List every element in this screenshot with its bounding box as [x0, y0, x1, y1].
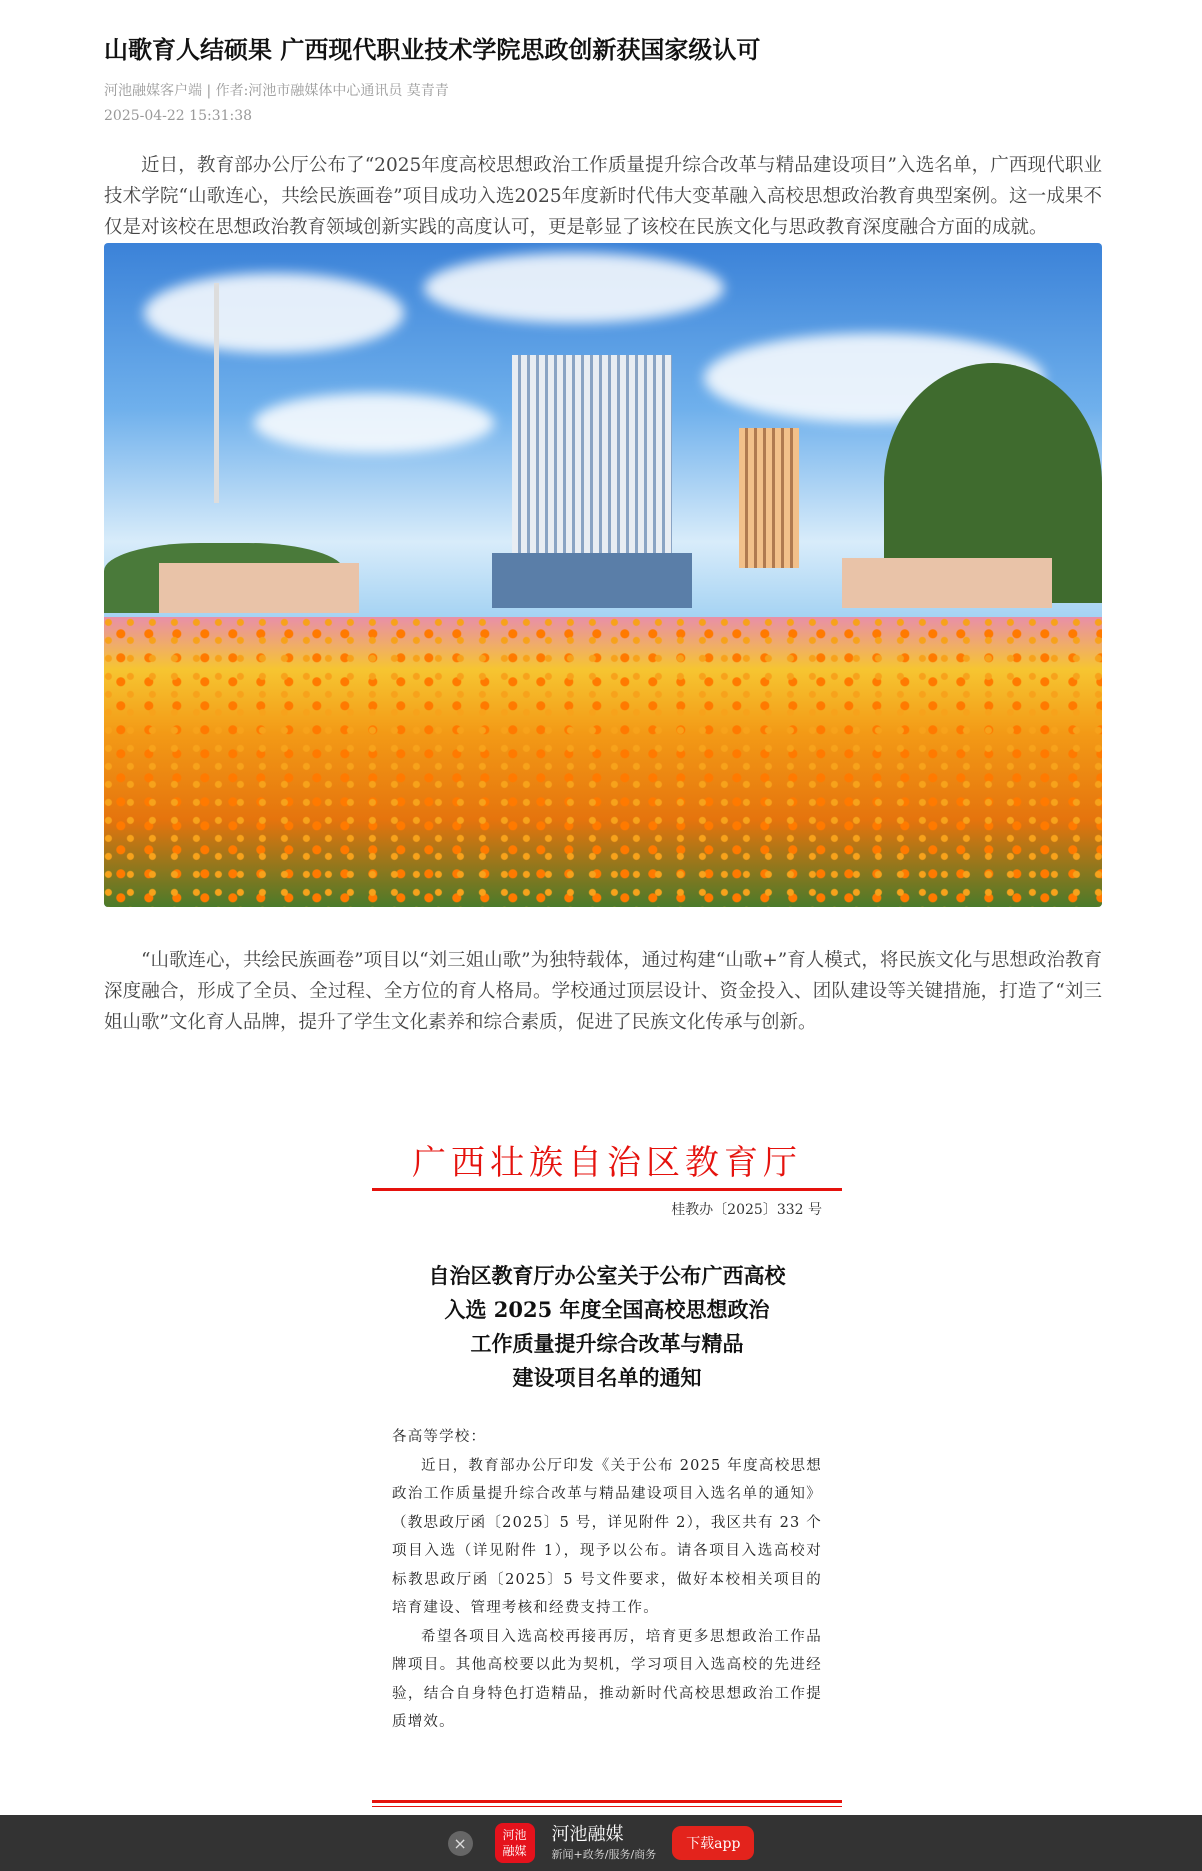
- document-number: 桂教办〔2025〕332 号: [671, 1202, 822, 1218]
- document-header: 广西壮族自治区教育厅: [412, 1143, 802, 1183]
- app-logo: 河池 融媒: [495, 1823, 535, 1863]
- article-date: 2025-04-22 15:31:38: [104, 108, 253, 124]
- document-title-line: 自治区教育厅办公室关于公布广西高校: [428, 1263, 786, 1288]
- official-document-image: [372, 1135, 842, 1815]
- article-paragraph: “山歌连心，共绘民族画卷”项目以“刘三姐山歌”为独特载体，通过构建“山歌+”育人模式，将民族文化与思想政治教育深度融合，形成了全员、全过程、全方位的育人格局。学校通过顶层设计、资金投入、团队建设等关键措施，打造了“刘三姐山歌”文化育人品牌，提升了学生文化素养和综合素质，促进了民族文化传承与创新。: [104, 950, 1102, 1033]
- download-app-button[interactable]: 下载app: [672, 1826, 754, 1860]
- document-title-line: 建设项目名单的通知: [512, 1365, 702, 1390]
- article-paragraph: 近日，教育部办公厅公布了“2025年度高校思想政治工作质量提升综合改革与精品建设项目”入选名单，广西现代职业技术学院“山歌连心，共绘民族画卷”项目成功入选2025年度新时代伟大变革融入高校思想政治教育典型案例。这一成果不仅是对该校在思想政治教育领域创新实践的高度认可，更是彰显了该校在民族文化与思政教育深度融合方面的成就。: [104, 155, 1102, 238]
- app-download-banner: [0, 1815, 1202, 1871]
- document-title-line: 入选 2025 年度全国高校思想政治: [444, 1297, 770, 1322]
- red-divider: [372, 1800, 842, 1807]
- document-salutation: 各高等学校：: [392, 1429, 487, 1445]
- document-title: [372, 1259, 842, 1395]
- campus-photo: [104, 243, 1102, 907]
- document-paragraph: 近日，教育部办公厅印发《关于公布 2025 年度高校思想政治工作质量提升综合改革与精品建设项目入选名单的通知》（教思政厅函〔2025〕5 号，详见附件 2），我区共有 23 个项目入选（详见附件 1），现予以公布。请各项目入选高校对标教思政厅函〔2025〕5 号文件要求，做好本校相关项目的培育建设、管理考核和经费支持工作。: [392, 1457, 822, 1616]
- red-divider: [372, 1188, 842, 1191]
- article-title: 山歌育人结硕果 广西现代职业技术学院思政创新获国家级认可: [104, 36, 761, 64]
- close-icon[interactable]: ×: [448, 1831, 473, 1856]
- app-name: 河池融媒: [551, 1824, 624, 1845]
- document-title-line: 工作质量提升综合改革与精品: [470, 1331, 744, 1356]
- document-paragraph: 希望各项目入选高校再接再厉，培育更多思想政治工作品牌项目。其他高校要以此为契机，学习项目入选高校的先进经验，结合自身特色打造精品，推动新时代高校思想政治工作提质增效。: [392, 1628, 822, 1730]
- article-source-author: 河池融媒客户端 | 作者:河池市融媒体中心通讯员 莫青青: [104, 83, 449, 99]
- app-subtitle: 新闻+政务/服务/商务: [551, 1848, 657, 1861]
